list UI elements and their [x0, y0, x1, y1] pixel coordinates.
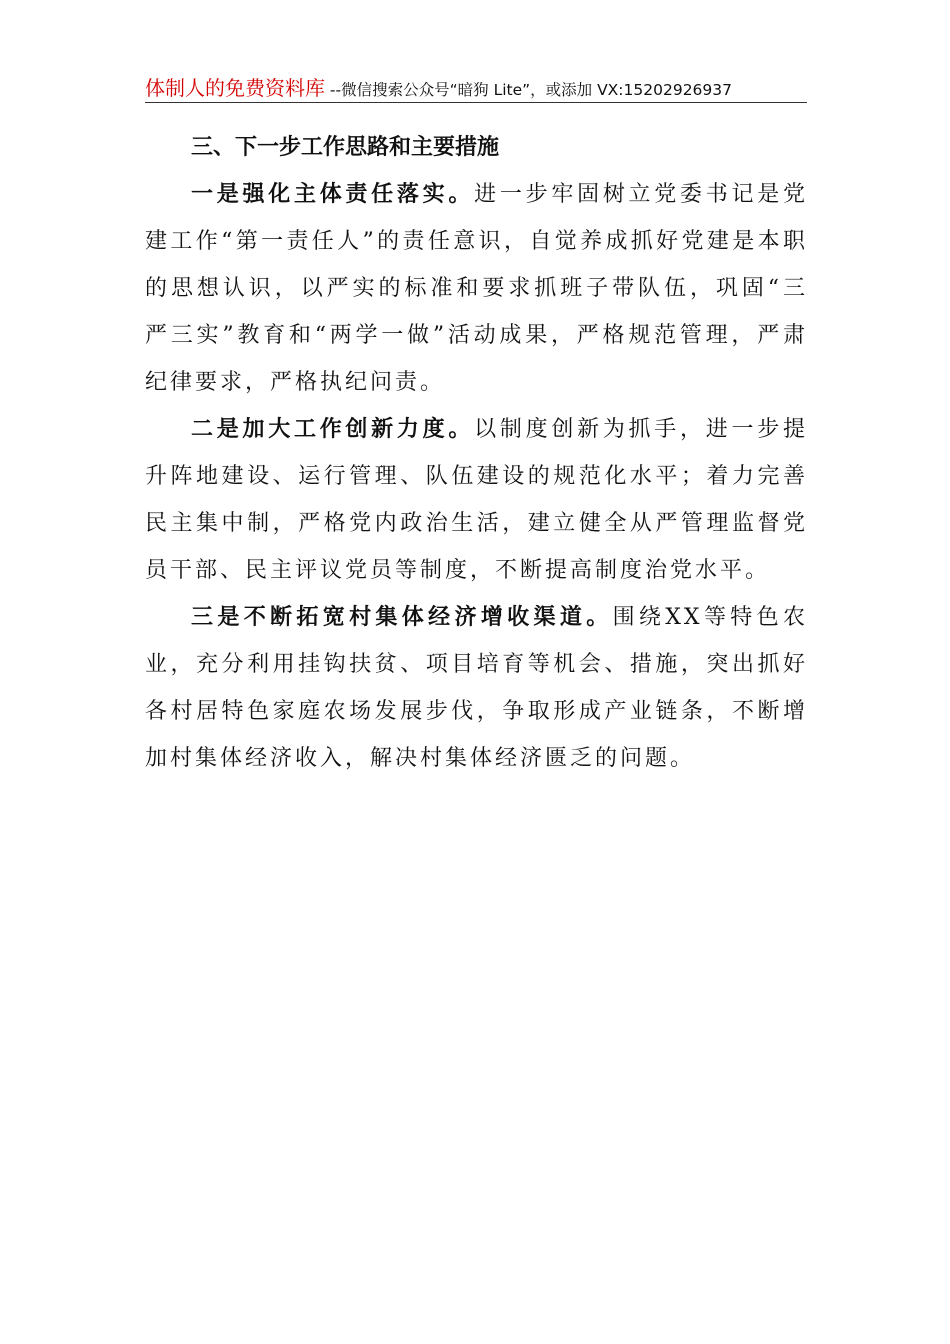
paragraph-1-text: 进一步牢固树立党委书记是党建工作“第一责任人”的责任意识，自觉养成抓好党建是本职的思想认识，以严实的标准和要求抓班子带队伍，巩固“三严三实”教育和“两学一做”活动成果，严格规范管理，严肃纪律要求，严格执纪问责。: [145, 182, 808, 395]
paragraph-1-lead: 一是强化主体责任落实。: [191, 181, 475, 207]
paragraph-3-text: 围绕XX等特色农业，充分利用挂钩扶贫、项目培育等机会、措施，突出抓好各村居特色家庭农场发展步伐，争取形成产业链条，不断增加村集体经济收入，解决村集体经济匮乏的问题。: [145, 605, 808, 771]
paragraph-2: [145, 406, 808, 594]
paragraph-2-lead: 二是加大工作创新力度。: [191, 416, 475, 442]
paragraph-3-lead: 三是不断拓宽村集体经济增收渠道。: [191, 604, 613, 630]
section-title: 三、下一步工作思路和主要措施: [191, 135, 500, 160]
paragraph-2-text: 以制度创新为抓手，进一步提升阵地建设、运行管理、队伍建设的规范化水平；着力完善民主集中制，严格党内政治生活，建立健全从严管理监督党员干部、民主评议党员等制度，不断提高制度治党水平。: [145, 417, 808, 583]
page-header: [145, 72, 807, 103]
paragraph-1: [145, 171, 808, 406]
document-body: [145, 124, 808, 782]
header-subtitle: --微信搜索公众号“暗狗 Lite”，或添加 VX:15202926937: [325, 81, 733, 99]
paragraph-3: [145, 594, 808, 782]
header-brand: 体制人的免费资料库: [145, 76, 325, 100]
